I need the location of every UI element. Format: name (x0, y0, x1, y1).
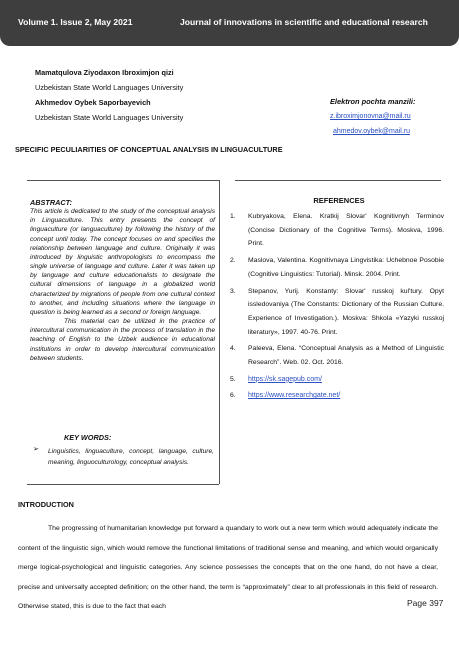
author-2-affiliation: Uzbekistan State World Languages University (35, 113, 184, 122)
reference-number: 3. (230, 287, 236, 295)
keywords-bullet-icon: ➢ (33, 446, 39, 453)
reference-text: Kubryakova, Elena. Kratkij Slovar' Kognitivnyh Terminov (Concise Dictionary of the Cognitive Terms). Moskva, 1996. Print. (248, 213, 444, 248)
volume-label: Volume 1. Issue 2, May 2021 (18, 17, 133, 27)
reference-number: 4. (230, 345, 236, 353)
reference-item (230, 342, 444, 369)
abstract-heading: ABSTRACT: (30, 198, 73, 207)
journal-title: Journal of innovations in scientific and educational research (180, 17, 428, 27)
reference-item (230, 254, 444, 281)
introduction-heading: INTRODUCTION (18, 500, 74, 509)
reference-number: 5. (230, 375, 236, 383)
reference-item (230, 210, 444, 251)
reference-link-researchgate[interactable]: https://www.researchgate.net/ (248, 392, 341, 400)
author-1-affiliation: Uzbekistan State World Languages University (35, 83, 184, 92)
page-number: Page 397 (407, 598, 444, 608)
abstract-bottom-rule (27, 484, 219, 485)
paper-title: SPECIFIC PECULIARITIES OF CONCEPTUAL ANALYSIS IN LINGUACULTURE (15, 145, 283, 154)
author-1-name: Mamatqulova Ziyodaxon Ibroximjon qizi (35, 68, 174, 77)
journal-header-bar (0, 0, 459, 46)
email-link-1[interactable]: z.ibroximjonovna@mail.ru (330, 113, 411, 120)
reference-item (230, 285, 444, 340)
reference-text: Maslova, Valentina. Kognitivnaya Lingvistika: Uchebnoe Posobie (Cognitive Linguistics: Tutorial). Minsk. 2004. Print. (248, 257, 444, 278)
author-2-name: Akhmedov Oybek Saporbayevich (35, 98, 151, 107)
abstract-top-rule (27, 180, 219, 181)
reference-item (230, 389, 444, 403)
references-top-rule (235, 180, 441, 181)
abstract-paragraph-2: This material can be utilized in the practice of intercultural communication in the process of translation in the teaching of English to the Uzbek audience in educational institutions in order to develop intercultural communication between students. (30, 318, 215, 362)
abstract-block (30, 198, 215, 363)
email-link-2[interactable]: ahmedov.oybek@mail.ru (333, 128, 411, 135)
reference-number: 6. (230, 392, 236, 400)
column-divider (219, 180, 220, 484)
abstract-paragraph-1: This article is dedicated to the study of the conceptual analysis in Linguaculture. This entry presents the concept of linguaculture (or languaculture) by following the history of the concept until today. The concept focuses on and specifies the relationship between language and culture. Originally it was introduced by linguistic anthropologists to encompass the single universe of language and culture. Later it was taken up by language and culture educationalists to designate the cultural dimensions of language in a globalized world characterized by migrations of people from one cultural context to another, and including situations where the language in question is being learned as a second or foreign language. (30, 208, 215, 316)
references-list (230, 210, 444, 406)
keywords-text: Linguistics, linguaculture, concept, language, culture, meaning, linguoculturology, conceptual analysis. (48, 448, 214, 466)
introduction-paragraph: The progressing of humanitarian knowledge put forward a quandary to work out a new term which would adequately indicate the content of the linguistic sign, which would remove the functional limitations of traditional sense and meaning, and which would organically merge logical-psychological and linguistic categories. Any science possesses the concepts that on the one hand, do not have a clear, precise and universally accepted definition; on the other hand, the term is “approximately” clear to all professionals in this field of research. Otherwise stated, this is due to the fact that each (18, 525, 438, 610)
reference-text: Stepanov, Yurij. Konstanty: Slovar' russkoj kul'tury. Opyt issledovaniya (The Constants: Dictionary of the Russian Culture. Experience of Investigation.). Moskva: Shkola «Yazyki russkoj literatury», 1997. 40-76. Print. (248, 287, 444, 336)
reference-text: Paleeva, Elena. “Conceptual Analysis as a Method of Linguistic Research”. Web. 02. Oct. 2016. (248, 345, 444, 367)
reference-number: 1. (230, 213, 236, 220)
email-label: Elektron pochta manzili: (330, 97, 416, 106)
reference-number: 2. (230, 257, 236, 265)
keywords-heading: KEY WORDS: (64, 433, 112, 442)
references-heading: REFERENCES (313, 196, 365, 205)
reference-link-sagepub[interactable]: https://sk.sagepub.com/ (248, 375, 322, 383)
reference-item (230, 373, 444, 387)
